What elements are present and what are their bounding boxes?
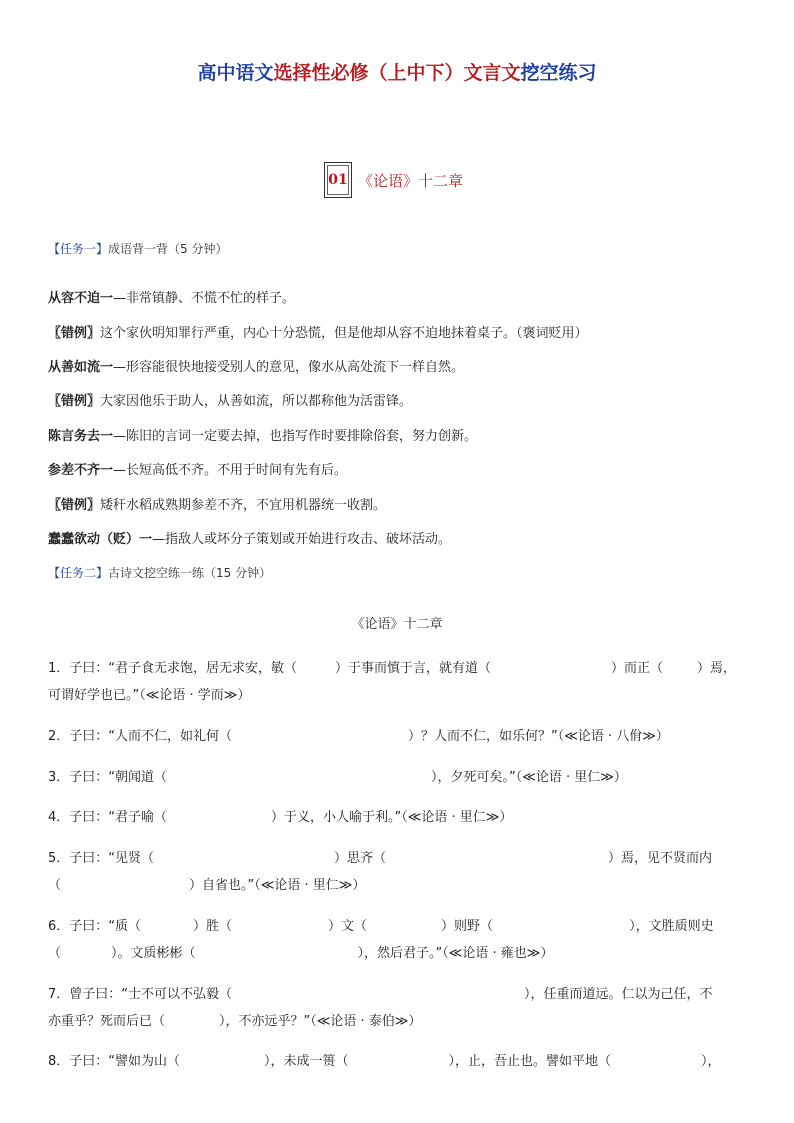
section-heading bbox=[324, 160, 463, 200]
title-part-3: 文言文 bbox=[463, 62, 521, 84]
idiom-head: 蠢蠢欲动（贬）一 bbox=[48, 532, 153, 547]
task-one-tag: 【任务一】 bbox=[48, 242, 109, 256]
question-5-line-1: 5．子曰：“见贤（ ）思齐（ ）焉，见不贤而内 bbox=[48, 851, 713, 866]
section-title: 《论语》十二章 bbox=[358, 171, 464, 190]
idiom-body: —长短高低不齐。不用于时间有先有后。 bbox=[113, 463, 348, 478]
question-5-line-2: （ ）自省也。”（≪论语 · 里仁≫） bbox=[48, 878, 366, 893]
page-title bbox=[0, 58, 794, 85]
question-4: 4．子曰：“君子喻（ ）于义，小人喻于利。”（≪论语 · 里仁≫） bbox=[48, 810, 513, 825]
task-two-text: 古诗文挖空练一练（15 分钟） bbox=[108, 566, 272, 580]
idiom-head: 从善如流一 bbox=[48, 360, 114, 375]
idiom-body: —指敌人或坏分子策划或开始进行攻击、破坏活动。 bbox=[152, 532, 452, 547]
section-number-box bbox=[324, 162, 352, 198]
title-part-4: 挖空练习 bbox=[520, 62, 597, 84]
idiom-line bbox=[48, 287, 295, 306]
question-7-line-2: 亦重乎？死而后已（ ），不亦远乎？”（≪论语 · 泰伯≫） bbox=[48, 1014, 422, 1029]
title-part-1: 高中语文 bbox=[197, 62, 274, 84]
task-one bbox=[48, 240, 227, 257]
idiom-body: 矮秆水稻成熟期参差不齐，不宜用机器统一收割。 bbox=[100, 498, 387, 513]
question-3: 3．子曰：“朝闻道（ ），夕死可矣。”（≪论语 · 里仁≫） bbox=[48, 770, 627, 785]
question-7-line-1: 7．曾子曰：“士不可以不弘毅（ ），任重而道远。仁以为己任，不 bbox=[48, 987, 713, 1002]
idiom-head: 〖错例〗 bbox=[48, 498, 101, 513]
question-8: 8．子曰：“譬如为山（ ），未成一篑（ ），止，吾止也。譬如平地（ ）， bbox=[48, 1054, 721, 1069]
idiom-head: 从容不迫一 bbox=[48, 291, 114, 306]
idiom-line bbox=[48, 390, 412, 409]
exercise-title: 《论语》十二章 bbox=[351, 617, 443, 632]
idiom-head: 参差不齐一 bbox=[48, 463, 114, 478]
idiom-body: —非常镇静、不慌不忙的样子。 bbox=[113, 291, 296, 306]
idiom-body: —陈旧的言词一定要去掉，也指写作时要排除俗套，努力创新。 bbox=[113, 429, 478, 444]
title-part-2: 选择性必修（上中下） bbox=[273, 62, 464, 84]
idiom-head: 〖错例〗 bbox=[48, 326, 101, 341]
idiom-head: 〖错例〗 bbox=[48, 394, 101, 409]
idiom-body: 这个家伙明知罪行严重，内心十分恐慌，但是他却从容不迫地抹着桌子。（褒词贬用） bbox=[100, 326, 588, 341]
idiom-body: —形容能很快地接受别人的意见，像水从高处流下一样自然。 bbox=[113, 360, 465, 375]
question-6-line-2: （ ）。文质彬彬（ ），然后君子。”（≪论语 · 雍也≫） bbox=[48, 946, 554, 961]
question-6-line-1: 6．子曰：“质（ ）胜（ ）文（ ）则野（ ），文胜质则史 bbox=[48, 919, 714, 934]
idiom-line bbox=[48, 425, 477, 444]
task-two bbox=[48, 564, 271, 581]
section-number: 01 bbox=[328, 172, 348, 188]
idiom-line bbox=[48, 459, 347, 478]
idiom-body: 大家因他乐于助人，从善如流，所以都称他为活雷锋。 bbox=[100, 394, 413, 409]
task-one-text: 成语背一背（5 分钟） bbox=[108, 242, 228, 256]
idiom-line bbox=[48, 494, 386, 513]
question-1-line-2: 可谓好学也已。”（≪论语 · 学而≫） bbox=[48, 688, 251, 703]
idiom-line bbox=[48, 356, 464, 375]
task-two-tag: 【任务二】 bbox=[48, 566, 109, 580]
question-1-line-1: 1．子曰：“君子食无求饱，居无求安，敏（ ）于事而慎于言，就有道（ ）而正（ ）焉， bbox=[48, 661, 737, 676]
idiom-line bbox=[48, 322, 588, 341]
question-2: 2．子曰：“人而不仁，如礼何（ ）？人而不仁，如乐何？”（≪论语 · 八佾≫） bbox=[48, 729, 669, 744]
idiom-line bbox=[48, 528, 451, 547]
idiom-head: 陈言务去一 bbox=[48, 429, 114, 444]
